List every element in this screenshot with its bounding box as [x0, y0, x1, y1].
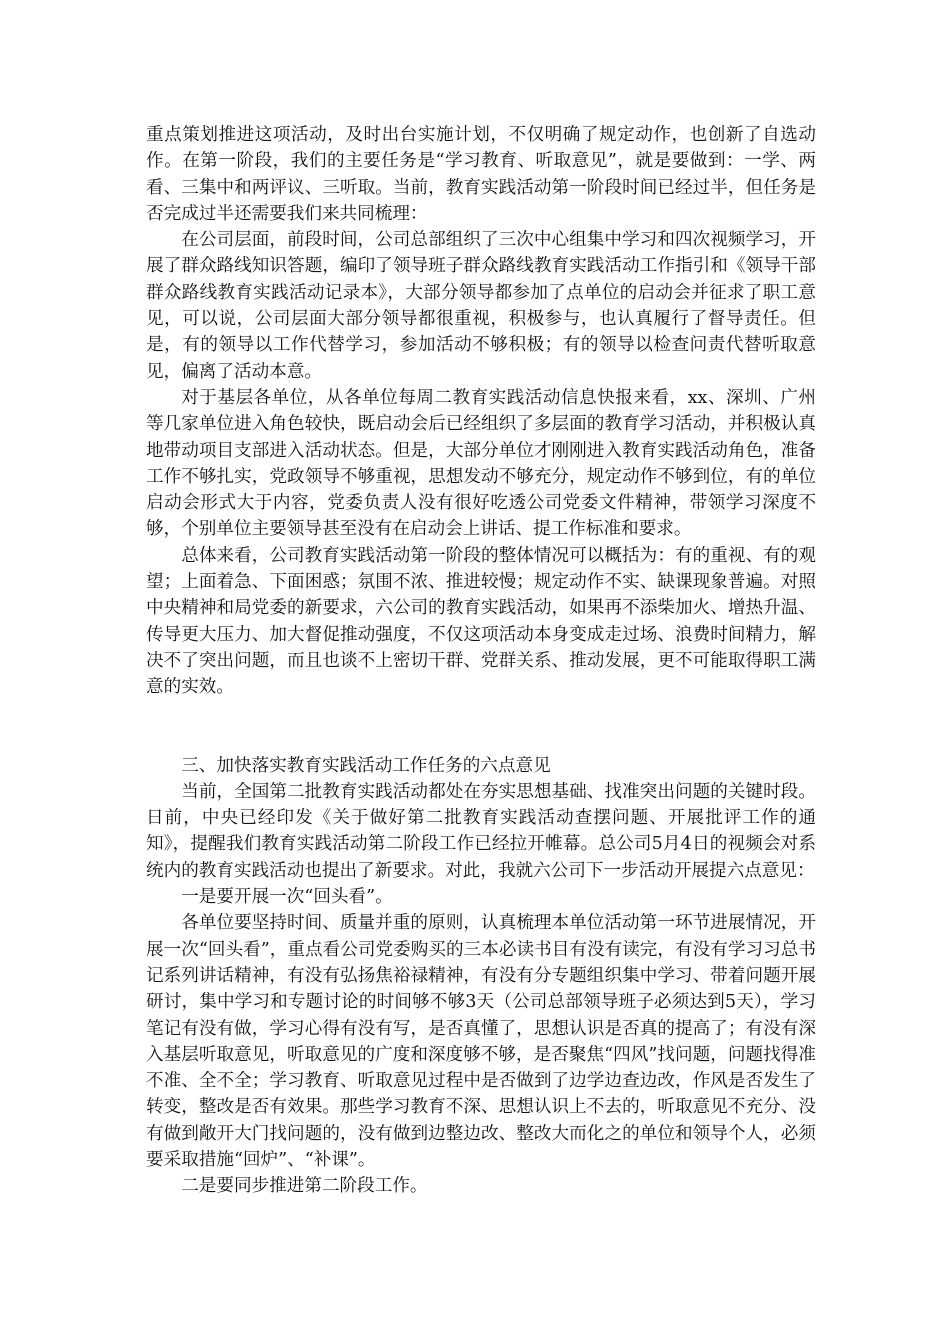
paragraph-current-situation: 当前，全国第二批教育实践活动都处在夯实思想基础、找准突出问题的关键时段。日前，中央已经印发《关于做好第二批教育实践活动查摆问题、开展批评工作的通知》，提醒我们教育实践活动第二阶段工作已经拉开帷幕。总公司5月4日的视频会对系统内的教育实践活动也提出了新要求。对此，我就六公司下一步活动开展提六点意见：	[146, 781, 816, 881]
point-one-heading: 一是要开展一次“回头看”。	[181, 887, 393, 908]
document-page	[146, 122, 816, 1200]
point-two-heading: 二是要同步推进第二阶段工作。	[181, 1176, 428, 1197]
paragraph-overall-assessment: 总体来看，公司教育实践活动第一阶段的整体情况可以概括为：有的重视、有的观望；上面着急、下面困惑；氛围不浓、推进较慢；规定动作不实、缺课现象普遍。对照中央精神和局党委的新要求，六公司的教育实践活动，如果再不添柴加火、增热升温、传导更大压力、加大督促推动强度，不仅这项活动本身变成走过场、浪费时间精力，解决不了突出问题，而且也谈不上密切干群、党群关系、推动发展，更不可能取得职工满意的实效。	[146, 545, 816, 698]
paragraph-grassroots-units: 对于基层各单位，从各单位每周二教育实践活动信息快报来看，xx、深圳、广州等几家单位进入角色较快，既启动会后已经组织了多层面的教育学习活动，并积极认真地带动项目支部进入活动状态。但是，大部分单位才刚刚进入教育实践活动角色，准备工作不够扎实，党政领导不够重视，思想发动不够充分，规定动作不够到位，有的单位启动会形式大于内容，党委负责人没有很好吃透公司党委文件精神，带领学习深度不够，个别单位主要领导甚至没有在启动会上讲话、提工作标准和要求。	[146, 387, 816, 540]
paragraph-continuation: 重点策划推进这项活动，及时出台实施计划，不仅明确了规定动作，也创新了自选动作。在第一阶段，我们的主要任务是“学习教育、听取意见”，就是要做到：一学、两看、三集中和两评议、三听取。当前，教育实践活动第一阶段时间已经过半，但任务是否完成过半还需要我们来共同梳理：	[146, 125, 816, 224]
paragraph-review: 各单位要坚持时间、质量并重的原则，认真梳理本单位活动第一环节进展情况，开展一次“回头看”，重点看公司党委购买的三本必读书目有没有读完，有没有学习习总书记系列讲话精神，有没有弘扬焦裕禄精神，有没有分专题组织集中学习、带着问题开展研讨，集中学习和专题讨论的时间够不够3天（公司总部领导班子必须达到5天），学习笔记有没有做，学习心得有没有写，是否真懂了，思想认识是否真的提高了；有没有深入基层听取意见，听取意见的广度和深度够不够，是否聚焦“四风”找问题，问题找得准不准、全不全；学习教育、听取意见过程中是否做到了边学边查边改，作风是否发生了转变，整改是否有效果。那些学习教育不深、思想认识上不去的，听取意见不充分、没有做到敞开大门找问题的，没有做到边整边改、整改大而化之的单位和领导个人，必须要采取措施“回炉”、“补课”。	[146, 913, 816, 1170]
section-heading: 三、加快落实教育实践活动工作任务的六点意见	[181, 755, 551, 776]
paragraph-company-level: 在公司层面，前段时间，公司总部组织了三次中心组集中学习和四次视频学习，开展了群众路线知识答题，编印了领导班子群众路线教育实践活动工作指引和《领导干部群众路线教育实践活动记录本》，大部分领导都参加了点单位的启动会并征求了职工意见，可以说，公司层面大部分领导都很重视，积极参与，也认真履行了督导责任。但是，有的领导以工作代替学习，参加活动不够积极；有的领导以检查问责代替听取意见，偏离了活动本意。	[146, 230, 816, 382]
